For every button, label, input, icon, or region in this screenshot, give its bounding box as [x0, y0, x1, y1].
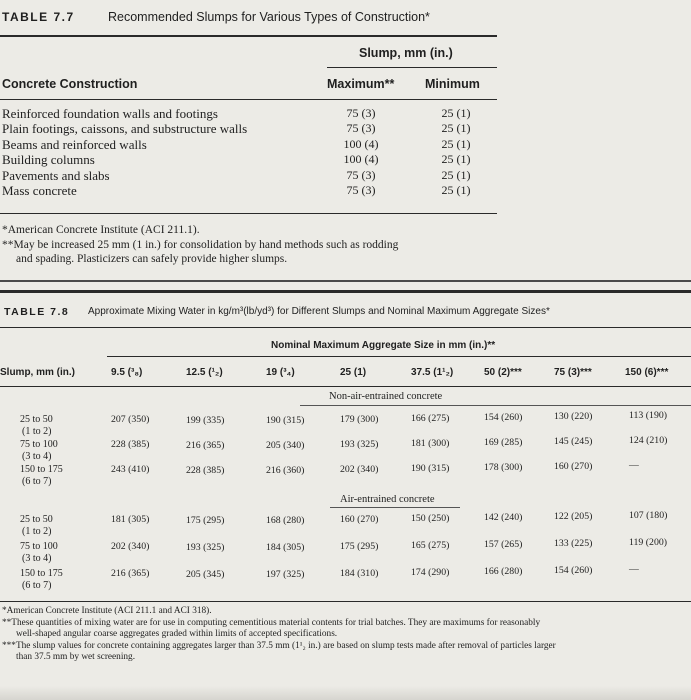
t78-cell: 124 (210) — [629, 435, 668, 446]
t78-cell: 228 (385) — [111, 439, 150, 450]
t77-bottom-rule — [0, 213, 497, 214]
t78-cell: 216 (365) — [186, 440, 225, 451]
t78-row-slump-in: (6 to 7) — [22, 476, 52, 487]
t78-row-slump: 150 to 175 — [20, 464, 63, 475]
t77-col-max: Maximum** — [327, 77, 395, 91]
t78-group-rule — [107, 356, 691, 357]
t78-cell: 142 (240) — [484, 512, 523, 523]
t77-row-max: 75 (3) — [346, 106, 376, 120]
t78-air-rule — [330, 507, 460, 508]
t77-group-rule — [327, 67, 497, 68]
t78-cell: 184 (310) — [340, 568, 379, 579]
t78-bottom-rule — [0, 601, 691, 602]
t78-cell: 190 (315) — [411, 463, 450, 474]
table-7-7-top-rule — [0, 35, 497, 37]
t78-cell: 178 (300) — [484, 462, 523, 473]
t78-row-slump-in: (3 to 4) — [22, 553, 52, 564]
t78-cell: 150 (250) — [411, 513, 450, 524]
t78-cell: 174 (290) — [411, 567, 450, 578]
t78-col-header: 150 (6)*** — [625, 367, 669, 378]
t78-cell: 175 (295) — [340, 541, 379, 552]
t78-cell: 205 (345) — [186, 569, 225, 580]
t78-cell: 243 (410) — [111, 464, 150, 475]
t78-note-3: well-shaped angular coarse aggregates graded within limits of accepted specifications. — [16, 629, 338, 639]
t77-row-name: Pavements and slabs — [2, 167, 110, 183]
table-7-8-title: Approximate Mixing Water in kg/m³(lb/yd³) for Different Slumps and Nominal Maximum Aggregate Sizes* — [88, 306, 550, 317]
t77-row-name: Beams and reinforced walls — [2, 136, 147, 152]
t78-cell: 122 (205) — [554, 511, 593, 522]
table-7-8-top-rule — [0, 290, 691, 293]
t78-cell: 179 (300) — [340, 414, 379, 425]
t77-row-min: 25 (1) — [441, 106, 471, 120]
t78-col-header: 37.5 (1¹₂) — [411, 367, 454, 378]
t78-col-header: 9.5 (³₈) — [111, 367, 143, 378]
t78-cell: 165 (275) — [411, 540, 450, 551]
t78-cell: 184 (305) — [266, 542, 305, 553]
t78-row-slump: 75 to 100 — [20, 439, 58, 450]
t78-cell: 157 (265) — [484, 539, 523, 550]
t78-section-air: Air-entrained concrete — [340, 494, 435, 505]
t77-col-construction: Concrete Construction — [2, 77, 138, 91]
t78-row-slump: 150 to 175 — [20, 568, 63, 579]
t77-row-max: 100 (4) — [343, 152, 379, 167]
t77-note-3: and spading. Plasticizers can safely provide higher slumps. — [16, 253, 288, 265]
t78-col-header: 25 (1) — [340, 367, 367, 378]
t78-row-slump-in: (1 to 2) — [22, 426, 52, 437]
t78-non-air-rule — [300, 405, 691, 406]
t78-cell: 166 (280) — [484, 566, 523, 577]
t78-cell: 130 (220) — [554, 411, 593, 422]
t78-cell: 193 (325) — [186, 542, 225, 553]
t78-note-2: **These quantities of mixing water are for use in computing cementitious material contents for trial batches. They are maximums for reasonably — [2, 618, 541, 628]
t78-cell: — — [629, 564, 639, 575]
t78-cell: 133 (225) — [554, 538, 593, 549]
t78-cell: 193 (325) — [340, 439, 379, 450]
t77-row-max: 75 (3) — [346, 121, 376, 136]
t78-cell: 169 (285) — [484, 437, 523, 448]
t78-col-header: 75 (3)*** — [554, 367, 592, 378]
t77-row-max: 75 (3) — [346, 183, 376, 197]
t78-cell: 175 (295) — [186, 515, 225, 526]
t78-title-rule — [0, 327, 691, 328]
t77-row-min: 25 (1) — [441, 152, 471, 167]
t78-section-non-air: Non-air-entrained concrete — [329, 391, 443, 402]
t78-note-1: *American Concrete Institute (ACI 211.1 and ACI 318). — [2, 606, 212, 616]
t78-row-slump-in: (3 to 4) — [22, 451, 52, 462]
t77-row-min: 25 (1) — [441, 136, 471, 151]
t78-row-slump: 25 to 50 — [20, 414, 53, 425]
t78-cell: 154 (260) — [554, 565, 593, 576]
t78-note-5: than 37.5 mm by wet screening. — [16, 652, 136, 662]
t77-row-name: Plain footings, caissons, and substructure walls — [2, 121, 248, 137]
t78-row-slump-in: (6 to 7) — [22, 580, 52, 591]
t78-cell: 166 (275) — [411, 413, 450, 424]
t78-cell: 216 (365) — [111, 568, 150, 579]
t78-cell: 107 (180) — [629, 510, 668, 521]
t78-cell: 207 (350) — [111, 414, 150, 425]
t78-row-slump-in: (1 to 2) — [22, 526, 52, 537]
t77-row-min: 25 (1) — [441, 121, 471, 136]
t78-cell: — — [629, 460, 639, 471]
t77-row-min: 25 (1) — [441, 167, 471, 182]
t78-cell: 205 (340) — [266, 440, 305, 451]
t77-row-min: 25 (1) — [441, 183, 471, 197]
t78-cell: 197 (325) — [266, 569, 305, 580]
t78-cell: 228 (385) — [186, 465, 225, 476]
t77-row-max: 75 (3) — [346, 167, 376, 182]
t78-cell: 216 (360) — [266, 465, 305, 476]
t78-row-slump: 25 to 50 — [20, 514, 53, 525]
t77-row-max: 100 (4) — [343, 136, 379, 151]
photo-shadow — [0, 686, 691, 700]
table-7-7-title: Recommended Slumps for Various Types of Construction* — [108, 10, 430, 24]
t77-note-1: *American Concrete Institute (ACI 211.1). — [2, 224, 200, 236]
t77-note-2: **May be increased 25 mm (1 in.) for consolidation by hand methods such as rodding — [2, 239, 399, 251]
table-7-7-label: TABLE 7.7 — [2, 10, 75, 24]
t78-cell: 154 (260) — [484, 412, 523, 423]
t78-aggregate-group-header: Nominal Maximum Aggregate Size in mm (in.)** — [271, 340, 496, 351]
t78-col-header: 50 (2)*** — [484, 367, 522, 378]
t77-row-name: Mass concrete — [2, 183, 77, 198]
table-7-8-label: TABLE 7.8 — [4, 306, 70, 318]
t78-cell: 160 (270) — [554, 461, 593, 472]
t78-cell: 190 (315) — [266, 415, 305, 426]
t78-cell: 160 (270) — [340, 514, 379, 525]
t77-row-name: Reinforced foundation walls and footings — [2, 106, 218, 121]
t78-cell: 168 (280) — [266, 515, 305, 526]
t78-col-slump: Slump, mm (in.) — [0, 367, 75, 378]
t77-slump-group-header: Slump, mm (in.) — [359, 46, 453, 60]
t78-cell: 202 (340) — [111, 541, 150, 552]
t77-col-min: Minimum — [425, 77, 480, 91]
t78-col-header: 19 (³₄) — [266, 367, 295, 378]
t78-cell: 202 (340) — [340, 464, 379, 475]
t78-note-4: ***The slump values for concrete containing aggregates larger than 37.5 mm (1¹₂ in.) are based on slump tests made after removal of particles larger — [2, 641, 556, 651]
t78-cell: 145 (245) — [554, 436, 593, 447]
t78-col-header: 12.5 (¹₂) — [186, 367, 223, 378]
t77-header-rule — [0, 99, 497, 100]
t77-row-name: Building columns — [2, 152, 95, 168]
t78-cell: 113 (190) — [629, 410, 668, 421]
t78-cell: 199 (335) — [186, 415, 225, 426]
t78-header-rule — [0, 386, 691, 387]
section-divider — [0, 280, 691, 282]
t78-cell: 181 (305) — [111, 514, 150, 525]
t78-cell: 181 (300) — [411, 438, 450, 449]
t78-row-slump: 75 to 100 — [20, 541, 58, 552]
t78-cell: 119 (200) — [629, 537, 668, 548]
